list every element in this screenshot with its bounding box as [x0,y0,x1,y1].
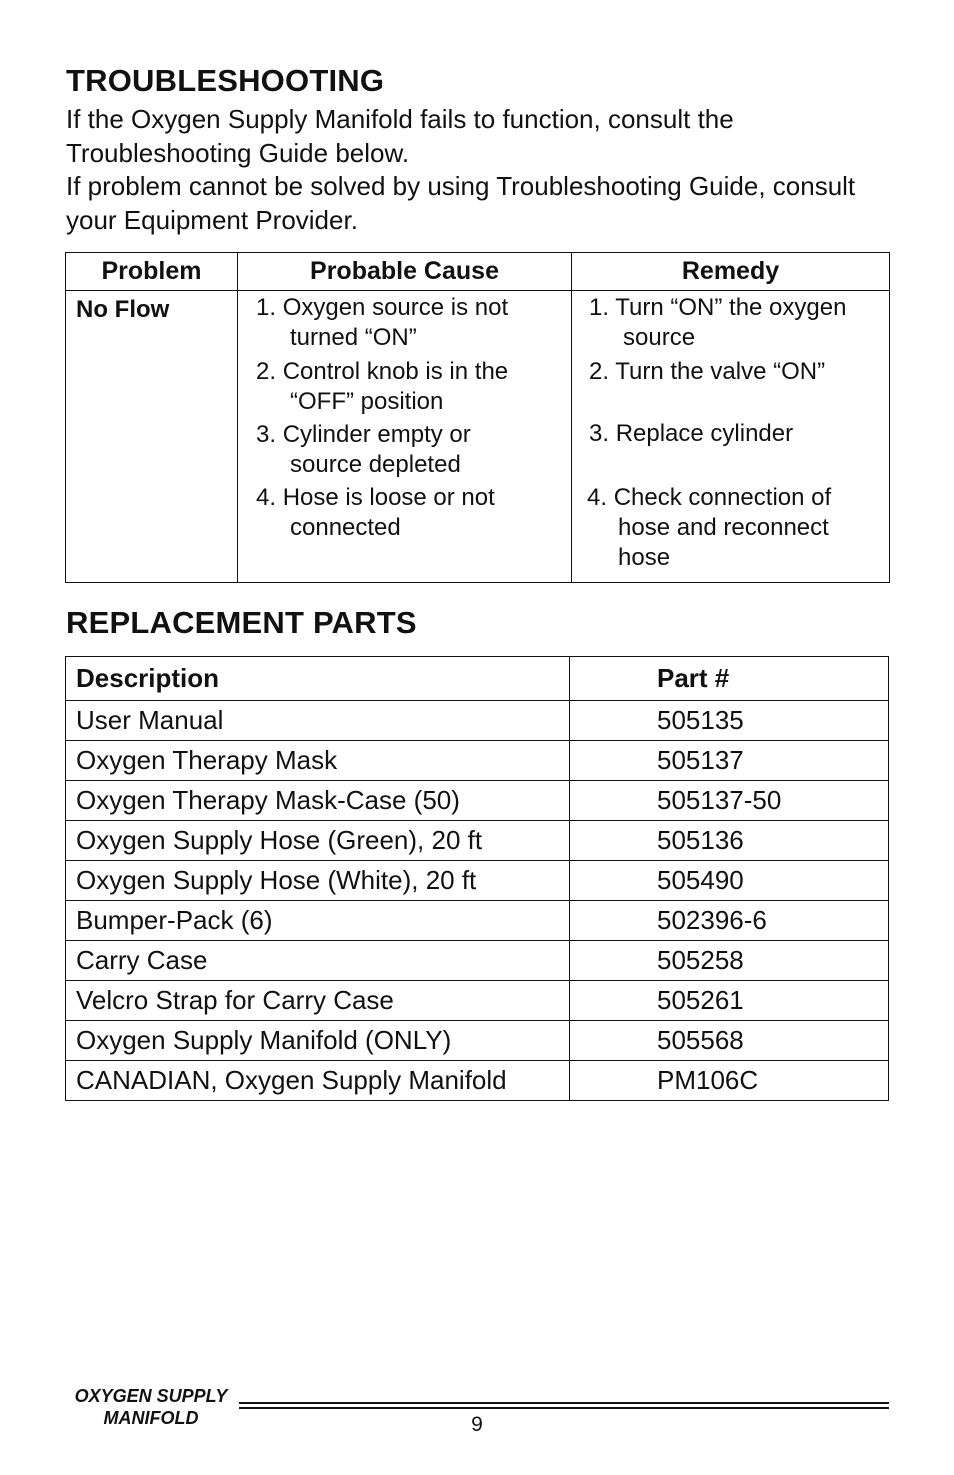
item-text: source depleted [290,451,461,478]
item-text: Check connection of [613,484,832,511]
item-text: source [623,324,696,351]
page-number: 9 [471,1413,483,1436]
table-row [66,701,889,741]
item-text: hose [618,544,671,571]
list-item [589,357,825,387]
table-row [66,821,889,861]
footer-brand-line: OXYGEN SUPPLY [74,1386,228,1406]
part-number: 505137-50 [570,781,889,821]
list-item [256,483,495,543]
part-description: User Manual [66,701,570,741]
item-text: Replace cylinder [615,420,794,447]
item-number: 2. [589,358,610,385]
table-header-row [66,657,889,701]
part-description: Bumper-Pack (6) [66,901,570,941]
part-number: PM106C [570,1061,889,1101]
list-item [589,419,793,449]
part-number: 505258 [570,941,889,981]
list-item [589,293,846,353]
part-number: 505136 [570,821,889,861]
item-number: 2. [256,358,277,385]
table-header-row [66,253,890,291]
troubleshooting-heading: TROUBLESHOOTING [66,63,385,98]
table-row [66,1021,889,1061]
table-row [66,981,889,1021]
part-description: CANADIAN, Oxygen Supply Manifold [66,1061,570,1101]
part-number: 505137 [570,741,889,781]
item-text: connected [290,514,401,541]
item-text: “OFF” position [290,388,444,415]
cause-list [238,291,571,582]
column-header-probable-cause: Probable Cause [238,253,572,291]
remedy-cell [572,291,890,583]
list-item [256,420,471,480]
item-text: Turn “ON” the oxygen [615,294,847,321]
column-header-description: Description [66,657,570,701]
replacement-parts-table [65,656,889,1101]
column-header-remedy: Remedy [572,253,890,291]
item-number: 4. [587,484,608,511]
column-header-problem: Problem [66,253,238,291]
footer-divider [239,1402,889,1409]
problem-cell: No Flow [66,291,238,583]
item-number: 1. [256,294,277,321]
item-text: Cylinder empty or [282,421,471,448]
footer-brand-line: MANIFOLD [103,1408,199,1428]
replacement-parts-heading: REPLACEMENT PARTS [66,605,417,640]
remedy-list [572,291,889,582]
part-description: Oxygen Supply Hose (Green), 20 ft [66,821,570,861]
part-description: Oxygen Therapy Mask-Case (50) [66,781,570,821]
part-number: 505568 [570,1021,889,1061]
table-row [66,861,889,901]
item-text: turned “ON” [290,324,417,351]
part-number: 502396-6 [570,901,889,941]
list-item [256,357,508,417]
list-item [587,483,831,573]
part-description: Oxygen Therapy Mask [66,741,570,781]
part-description: Velcro Strap for Carry Case [66,981,570,1021]
item-number: 3. [589,420,610,447]
item-text: Turn the valve “ON” [615,358,826,385]
part-number: 505490 [570,861,889,901]
item-text: hose and reconnect [618,514,829,541]
part-description: Oxygen Supply Hose (White), 20 ft [66,861,570,901]
intro-paragraph: If problem cannot be solved by using Troubleshooting Guide, consult your Equipment Provider. [66,171,856,235]
item-text: Hose is loose or not [282,484,495,511]
table-row [66,1061,889,1101]
part-description: Carry Case [66,941,570,981]
part-number: 505261 [570,981,889,1021]
table-row [66,741,889,781]
cause-cell [238,291,572,583]
table-row [66,941,889,981]
part-number: 505135 [570,701,889,741]
column-header-part-number: Part # [570,657,889,701]
list-item [256,293,508,353]
intro-paragraph: If the Oxygen Supply Manifold fails to function, consult the Troubleshooting Guide below. [66,104,734,168]
troubleshooting-table [65,252,890,583]
item-number: 1. [589,294,610,321]
item-number: 3. [256,421,277,448]
item-text: Oxygen source is not [282,294,509,321]
item-text: Control knob is in the [282,358,509,385]
troubleshooting-intro [66,103,896,237]
part-description: Oxygen Supply Manifold (ONLY) [66,1021,570,1061]
footer-brand [64,1385,238,1429]
table-row [66,901,889,941]
table-row [66,291,890,583]
table-row [66,781,889,821]
item-number: 4. [256,484,277,511]
